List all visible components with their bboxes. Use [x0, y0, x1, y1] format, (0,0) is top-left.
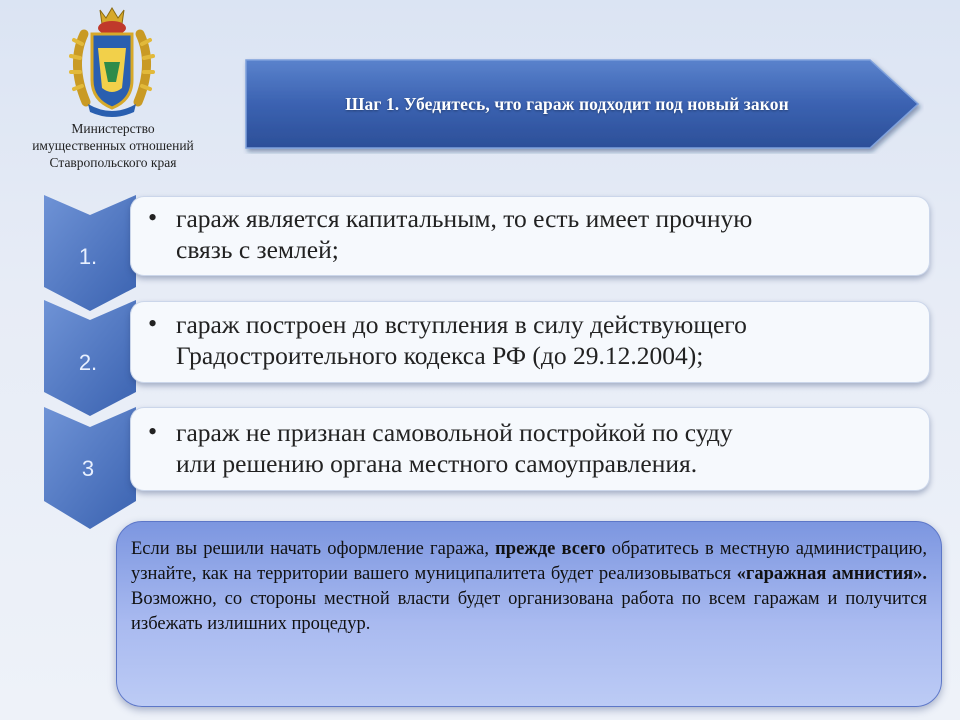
condition-text — [176, 309, 916, 371]
ministry-line: Ставропольского края — [49, 155, 177, 170]
condition-number: 1. — [78, 244, 98, 269]
info-text-part: обратитесь в местную администрацию, узнайте, как на территории вашего муниципалитета будет реализовываться — [131, 539, 927, 584]
condition-text — [176, 203, 916, 265]
info-text-part: Возможно, со стороны местной власти будет организована работа по всем гаражам и получится избежать излишних процедур. — [131, 589, 927, 634]
bullet-icon: • — [148, 309, 158, 338]
condition-number: 3 — [81, 456, 95, 481]
info-text — [131, 537, 927, 637]
condition-card — [130, 301, 930, 383]
ministry-line: имущественных отношений — [32, 138, 194, 153]
condition-line: гараж построен до вступления в силу действующего — [176, 310, 747, 339]
info-text-part: Если вы решили начать оформление гаража, — [131, 539, 496, 559]
condition-line: Градостроительного кодекса РФ (до 29.12.2004); — [176, 341, 704, 370]
ministry-line: Министерство — [71, 121, 155, 136]
step-title: Шаг 1. Убедитесь, что гараж подходит под новый закон — [345, 93, 789, 114]
condition-line: или решению органа местного самоуправления. — [176, 449, 698, 478]
condition-line: гараж не признан самовольной постройкой по суду — [176, 418, 733, 447]
condition-card — [130, 407, 930, 491]
bullet-icon: • — [148, 417, 158, 446]
info-bold-text: «гаражная амнистия». — [736, 564, 927, 584]
ministry-name — [10, 120, 216, 171]
condition-text — [176, 417, 916, 479]
bullet-icon: • — [148, 203, 158, 232]
condition-line: гараж является капитальным, то есть имеет прочную — [176, 204, 753, 233]
condition-number: 2. — [78, 350, 98, 375]
coat-of-arms-icon — [64, 4, 160, 120]
condition-card — [130, 196, 930, 276]
info-box — [116, 521, 942, 707]
info-bold-text: прежде всего — [495, 539, 606, 559]
condition-line: связь с землей; — [176, 235, 339, 264]
